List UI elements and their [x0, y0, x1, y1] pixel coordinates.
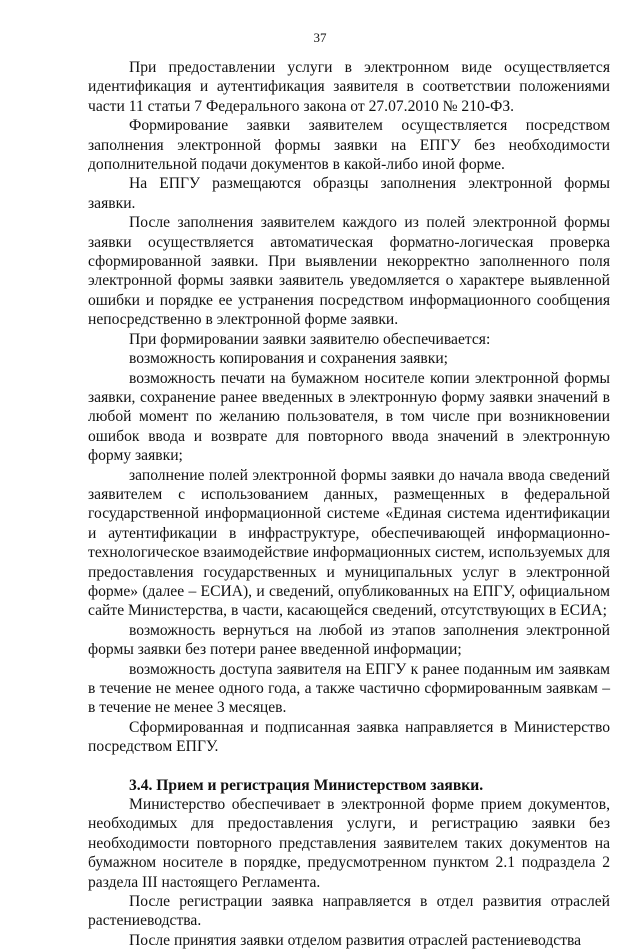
- list-item: возможность доступа заявителя на ЕПГУ к ранее поданным им заявкам в течение не менее одного года, а также частично сформированным заявкам – в течение не менее 3 месяцев.: [88, 660, 610, 717]
- paragraph: При предоставлении услуги в электронном виде осуществляется идентификация и аутентификация заявителя в соответствии положениями части 11 статьи 7 Федерального закона от 27.07.2010 № 210-ФЗ.: [88, 59, 610, 115]
- paragraph: При формировании заявки заявителю обеспечивается:: [129, 330, 491, 348]
- list-item: возможность копирования и сохранения заявки;: [129, 350, 449, 368]
- page-body: [88, 58, 610, 950]
- list-item: заполнение полей электронной формы заявки до начала ввода сведений заявителем с использованием данных, размещенных в федеральной государственной информационной системе «Единая система идентификации и аутентификации в инфраструктуре, обеспечивающей информационно-технологическое взаимодействие информационных систем, используемых для предоставления государственных и муниципальных услуг в электронной форме» (далее – ЕСИА), и сведений, опубликованных на ЕПГУ, официальном сайте Министерства, в части, касающейся сведений, отсутствующих в ЕСИА;: [88, 466, 610, 620]
- paragraph: После заполнения заявителем каждого из полей электронной формы заявки осуществляется автоматическая форматно-логическая проверка сформированной заявки. При выявлении некорректно заполненного поля электронной формы заявки заявитель уведомляется о характере выявленной ошибки и порядке ее устранения посредством информационного сообщения непосредственно в электронной форме заявки.: [88, 214, 610, 329]
- paragraph: Сформированная и подписанная заявка направляется в Министерство посредством ЕПГУ.: [88, 718, 610, 756]
- page-number: 37: [313, 30, 327, 45]
- paragraph: На ЕПГУ размещаются образцы заполнения электронной формы заявки.: [88, 175, 610, 212]
- section-heading: 3.4. Прием и регистрация Министерством заявки.: [129, 776, 484, 794]
- paragraph: Формирование заявки заявителем осуществляется посредством заполнения электронной формы заявки на ЕПГУ без необходимости дополнительной подачи документов в какой-либо иной форме.: [88, 117, 610, 174]
- list-item: возможность вернуться на любой из этапов заполнения электронной формы заявки без потери ранее введенной информации;: [88, 621, 610, 659]
- section-spacer: [88, 757, 610, 776]
- paragraph: После принятия заявки отделом развития отраслей растениеводства: [129, 931, 582, 949]
- paragraph: После регистрации заявка направляется в отдел развития отраслей растениеводства.: [88, 893, 610, 930]
- paragraph: Министерство обеспечивает в электронной форме прием документов, необходимых для предоставления услуги, и регистрацию заявки без необходимости повторного представления заявителем таких документов на бумажном носителе в порядке, предусмотренном пунктом 2.1 подраздела 2 раздела III настоящего Регламента.: [88, 796, 610, 891]
- list-item: возможность печати на бумажном носителе копии электронной формы заявки, сохранение ранее введенных в электронную форму заявки значений в любой момент по желанию пользователя, в том числе при возникновении ошибок ввода и возврате для повторного ввода значений в электронную форму заявки;: [88, 369, 610, 465]
